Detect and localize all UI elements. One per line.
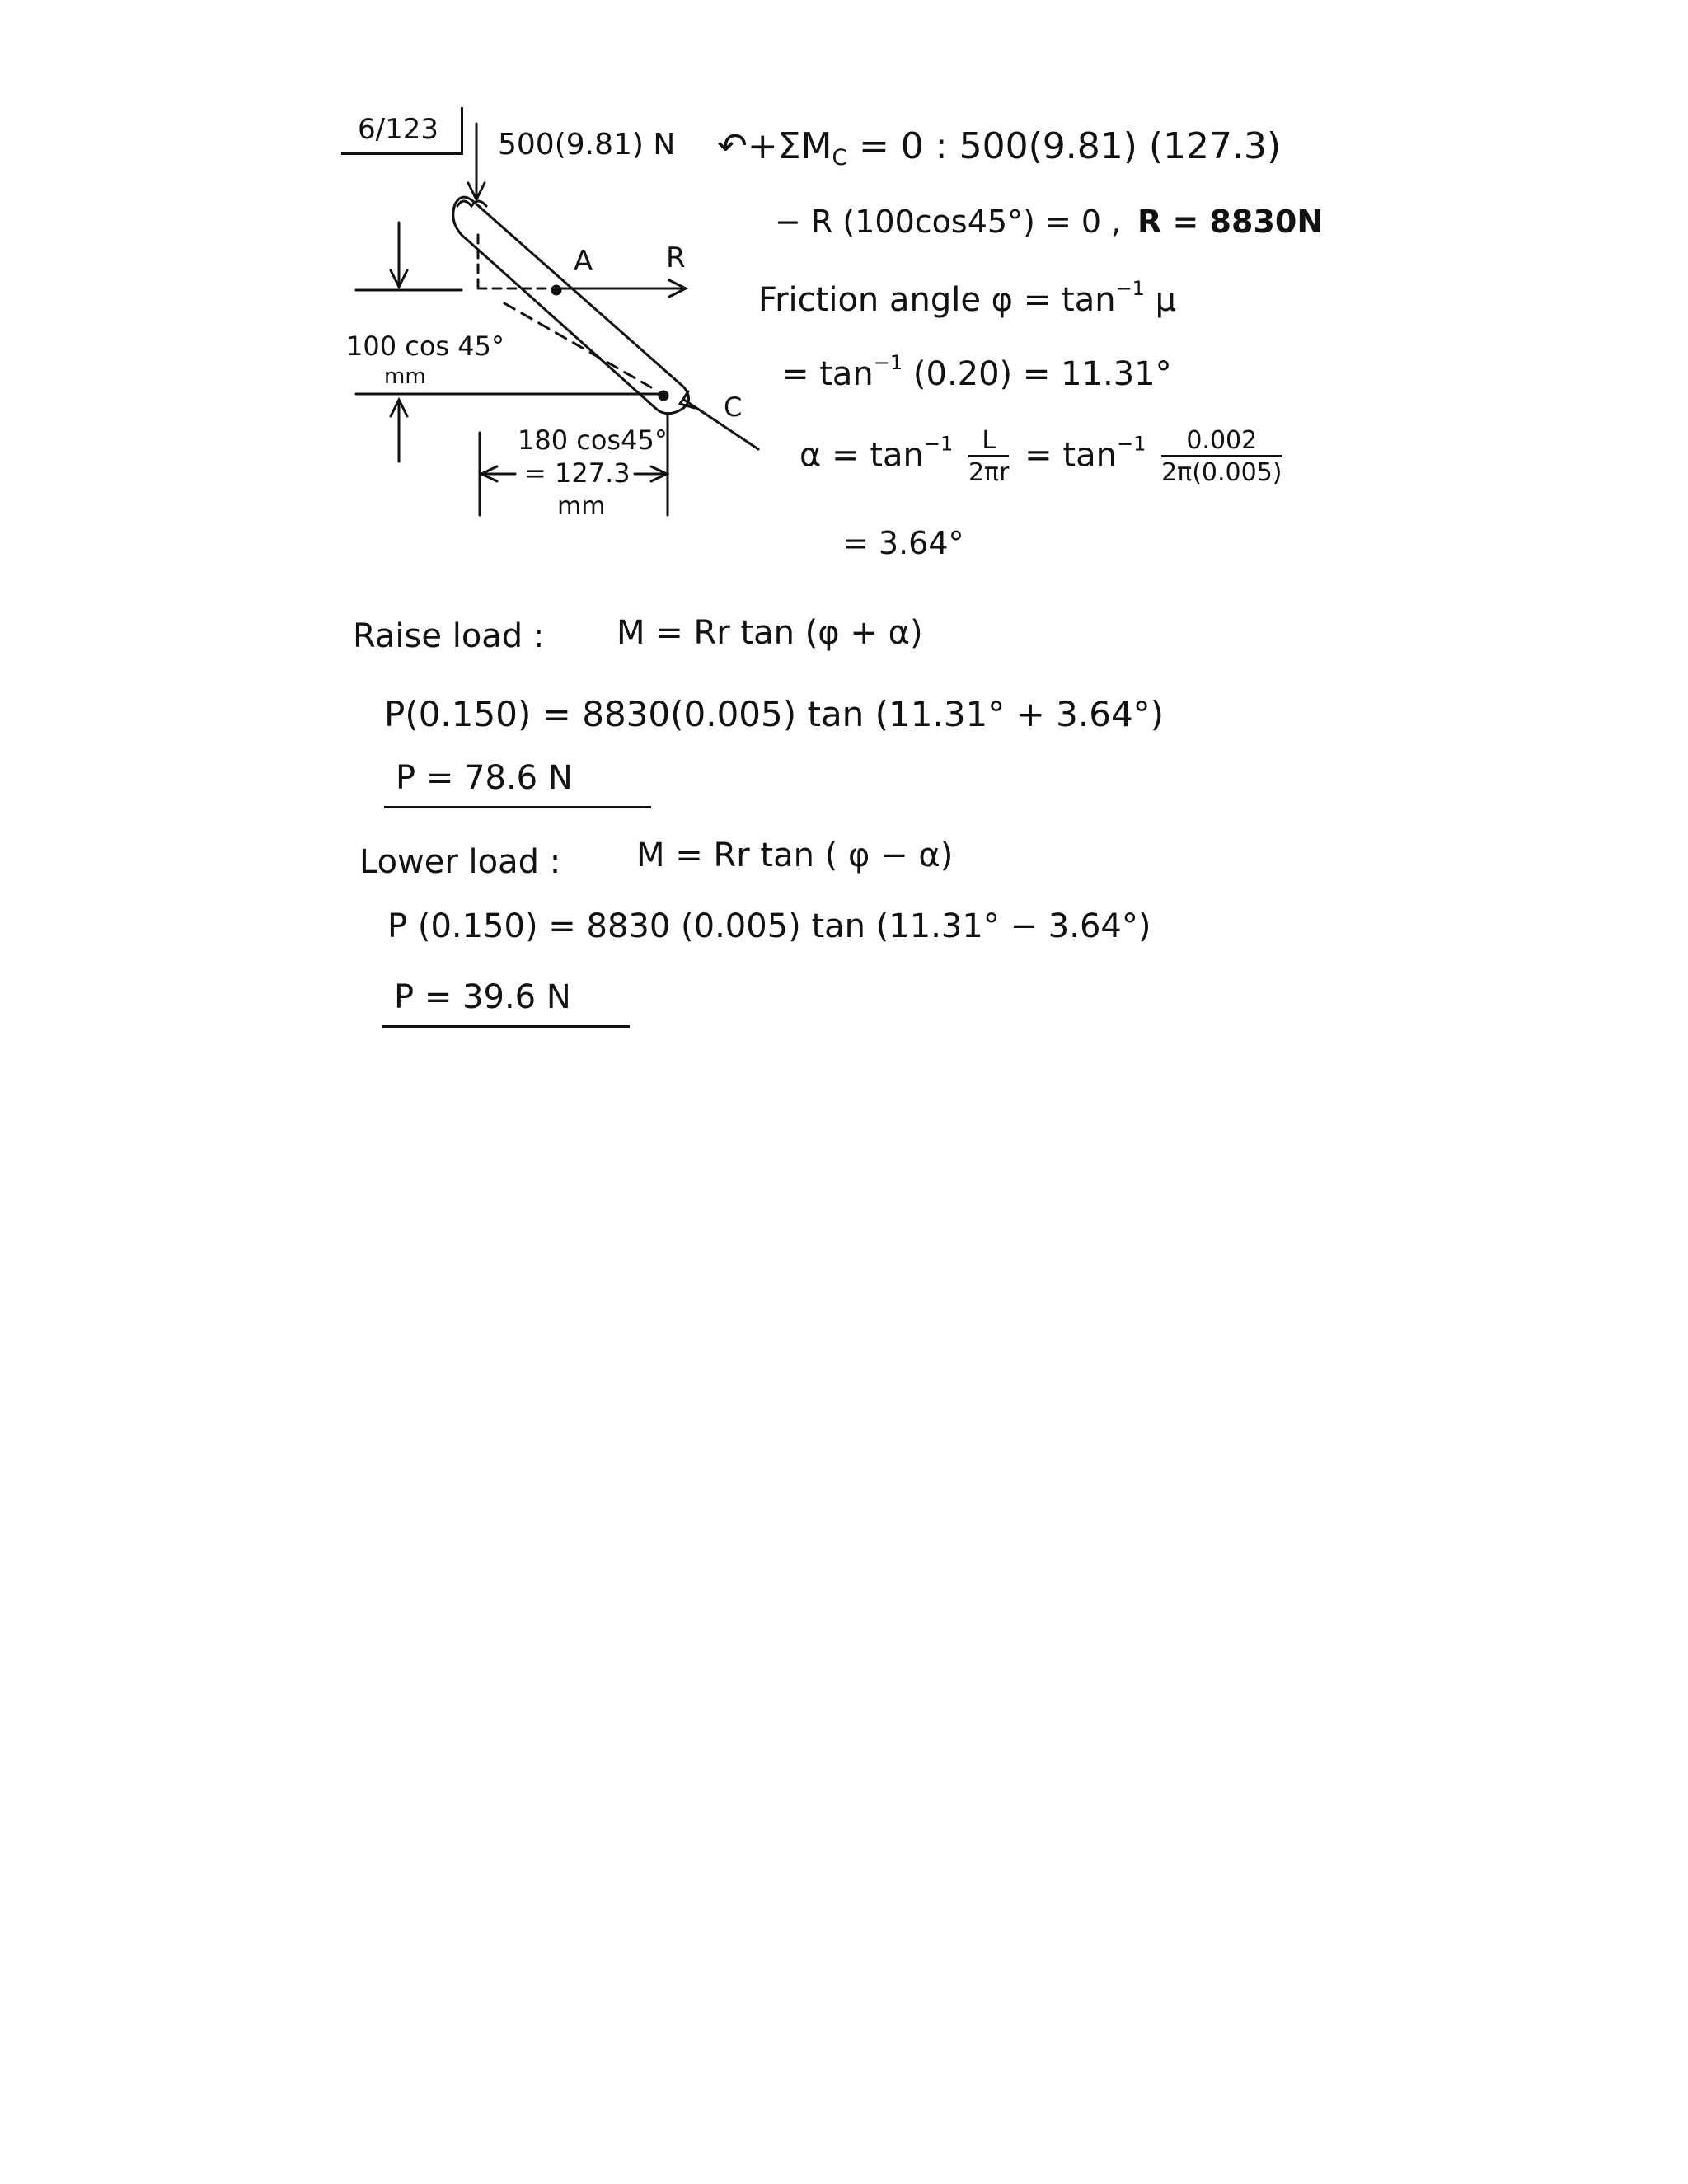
alpha-numerator-value: 0.002 [1161,429,1282,457]
horizontal-dimension-value: = 127.3 [524,457,631,489]
friction-prefix: Friction angle φ = tan [758,281,1116,320]
moment-subscript: C [832,144,847,171]
point-a-dot [552,286,560,294]
horizontal-dimension-unit: mm [557,492,606,521]
vertical-dimension-unit: mm [384,364,426,389]
lower-load-label: Lower load : [359,843,561,881]
load-label: 500(9.81) N [498,128,676,162]
friction-line2-sup: −1 [873,351,903,374]
vertical-dimension-label: 100 cos 45° [346,330,504,362]
alpha-sup: −1 [923,432,954,456]
friction-sup: −1 [1115,277,1145,300]
dashed-diagonal [504,303,651,387]
lower-load-result: P = 39.6 N [394,978,571,1016]
lower-load-formula: M = Rr tan ( φ − α) [636,837,954,874]
alpha-prefix: α = tan [799,436,924,475]
friction-line2-b: (0.20) = 11.31° [912,355,1172,394]
raise-result-underline [384,806,651,808]
alpha-sup2: −1 [1116,432,1146,456]
friction-line2-a: = tan [781,355,874,394]
horizontal-dimension-label: 180 cos45° [518,424,668,456]
r-result: R = 8830N [1137,204,1324,240]
raise-load-formula: M = Rr tan (φ + α) [617,614,923,652]
alpha-fraction-values [1161,426,1282,487]
friction-angle-equation [758,277,1177,320]
alpha-fraction [968,426,1010,487]
raise-load-label: Raise load : [353,617,545,655]
problem-number: 6/123 [358,113,438,146]
friction-mu: μ [1155,281,1177,320]
lower-load-substitution: P (0.150) = 8830 (0.005) tan (11.31° − 3.64°) [387,907,1151,945]
raise-load-result: P = 78.6 N [396,759,573,797]
alpha-denominator-value: 2π(0.005) [1161,458,1282,487]
helix-angle-result: = 3.64° [842,525,964,561]
helix-angle-equation [799,426,1287,487]
moment-rest: = 0 : 500(9.81) (127.3) [858,125,1282,167]
point-c-label: C [724,391,743,423]
moment-sum: ↶+ΣM [717,125,832,167]
moment-equation-line2: − R (100cos45°) = 0 , [775,204,1122,240]
raise-load-substitution: P(0.150) = 8830(0.005) tan (11.31° + 3.64°) [384,694,1165,734]
moment-equation [717,125,1282,171]
alpha-denominator: 2πr [968,458,1010,487]
point-a-label: A [574,245,593,278]
lever-bar [453,197,689,413]
friction-angle-value [781,351,1172,394]
alpha-numerator: L [968,429,1009,457]
lever-top-notch [457,201,486,206]
alpha-eq: = tan [1025,436,1117,475]
force-r-label: R [666,241,686,274]
point-c-dot [659,391,668,400]
lower-result-underline [382,1025,630,1028]
